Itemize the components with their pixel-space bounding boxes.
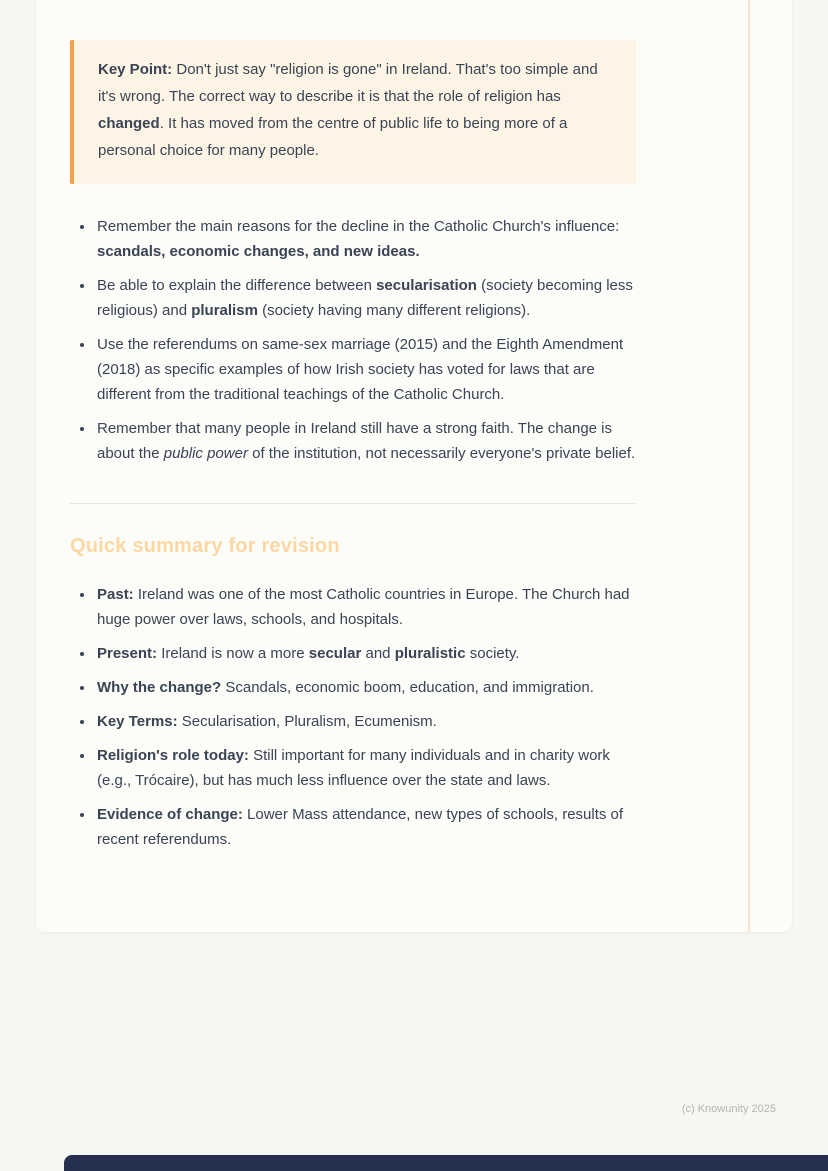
text-segment: Lower Mass attendance, new types of schools, results of recent referendums. [97, 806, 624, 848]
footer-credit: (c) Knowunity 2025 [681, 1103, 776, 1115]
list-item [95, 416, 636, 466]
list-item [95, 641, 636, 666]
text-segment: secular [308, 645, 362, 662]
list-item [95, 332, 636, 407]
text-segment: scandals, economic changes, and new ideas. [97, 243, 420, 260]
text-segment: (society having many different religions). [257, 302, 531, 319]
text-segment: Why the change? [97, 679, 222, 696]
text-segment: Still important for many individuals and in charity work (e.g., Trócaire), but has much less influence over the state and laws. [97, 747, 610, 789]
text-segment: Be able to explain the difference between [97, 277, 377, 294]
margin-accent-line [748, 0, 750, 932]
text-segment: . It has moved from the centre of public life to being more of a personal choice for many people. [98, 115, 568, 159]
summary-list [70, 582, 636, 852]
footer-bar [64, 1155, 828, 1171]
text-segment: Ireland is now a more [157, 645, 309, 662]
text-segment: Evidence of change: [97, 806, 243, 823]
text-segment: Religion's role today: [97, 747, 249, 764]
text-segment: Scandals, economic boom, education, and immigration. [221, 679, 594, 696]
list-item [95, 743, 636, 793]
text-segment: public power [163, 445, 248, 462]
summary-heading: Quick summary for revision [70, 535, 340, 557]
text-segment: secularisation [376, 277, 477, 294]
text-segment: and [361, 645, 395, 662]
text-segment: Key Point: [98, 61, 173, 78]
document-content [70, 40, 636, 861]
section-divider [70, 503, 636, 504]
text-segment: Key Terms: [97, 713, 178, 730]
text-segment: pluralistic [394, 645, 466, 662]
text-segment: Use the referendums on same-sex marriage (2015) and the Eighth Amendment (2018) as specific examples of how Irish society has voted for laws that are different from the traditional teachings of the Catholic Church. [97, 336, 624, 403]
text-segment: (society becoming less religious) and [97, 277, 633, 319]
key-point-callout [70, 40, 636, 184]
list-item [95, 802, 636, 852]
list-item [95, 709, 636, 734]
text-segment: Don't just say "religion is gone" in Ireland. That's too simple and it's wrong. The correct way to describe it is that the role of religion has [98, 61, 598, 105]
text-segment: Ireland was one of the most Catholic countries in Europe. The Church had huge power over laws, schools, and hospitals. [97, 586, 630, 628]
revision-tips-list [70, 214, 636, 466]
key-point-text [98, 56, 612, 164]
text-segment: of the institution, not necessarily everyone's private belief. [247, 445, 636, 462]
text-segment: Remember the main reasons for the decline in the Catholic Church's influence: [97, 218, 620, 235]
list-item [95, 214, 636, 264]
document-card [36, 0, 792, 932]
list-item [95, 273, 636, 323]
text-segment: Remember that many people in Ireland still have a strong faith. The change is about the [97, 420, 613, 462]
list-item [95, 582, 636, 632]
text-segment: Past: [97, 586, 134, 603]
list-item [95, 675, 636, 700]
text-segment: pluralism [191, 302, 258, 319]
text-segment: Secularisation, Pluralism, Ecumenism. [177, 713, 437, 730]
text-segment: changed [98, 115, 160, 132]
text-segment: Present: [97, 645, 158, 662]
text-segment: society. [465, 645, 520, 662]
